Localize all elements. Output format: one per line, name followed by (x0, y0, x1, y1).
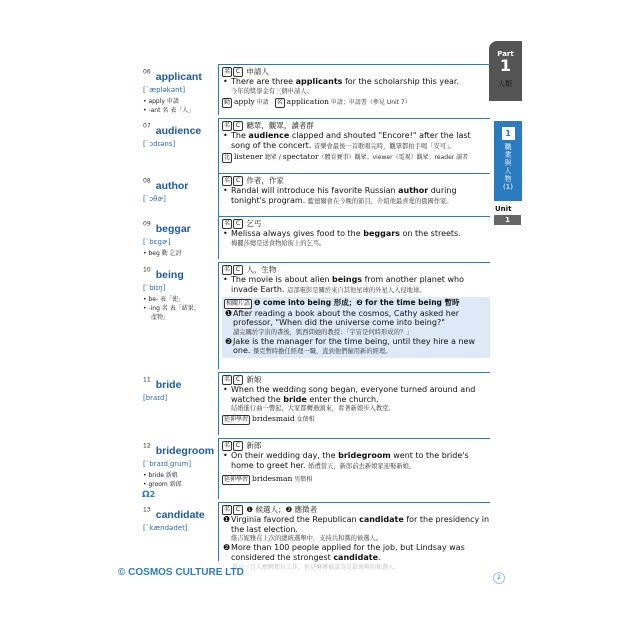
derivation-item: 產物」 (151, 314, 170, 321)
entry-number: 06 (143, 68, 151, 76)
derivation-item: • -ing 名 表「結果、 (143, 305, 200, 312)
headword: audience (155, 125, 202, 137)
derivation (143, 249, 191, 258)
countable-tag: C (233, 67, 243, 77)
example-chinese: 藍德爾會在今晚的節目，介紹他最喜愛的俄國作家。 (307, 197, 453, 205)
countable-tag: C (233, 121, 243, 131)
headword: author (155, 180, 189, 192)
part-topic: 人類 (498, 80, 512, 88)
example-english: Virginia favored the Republican candidate for the presidency in the last election. (231, 515, 490, 534)
headword: applicant (155, 71, 202, 83)
example (222, 229, 490, 248)
related-note: 動 apply 申請 名 application 申請；申請書（參見 Unit 7） (224, 96, 411, 106)
entry-bridegroom (218, 438, 490, 499)
noun-tag: 名 (223, 376, 230, 383)
part-of-speech (222, 264, 490, 275)
example (222, 77, 490, 96)
headword-bridegroom (143, 439, 214, 489)
related-note: 比 listener 聽眾 / spectator（體育賽事）觀眾；viewer（電視）觀眾；reader 讀者 (224, 151, 469, 161)
example-chinese: 婚禮當天，新郎前去新娘家迎娶新娘。 (308, 462, 416, 470)
headword-beggar (143, 217, 191, 258)
noun-tag: 名 (276, 98, 283, 106)
pronunciation: [ˋkændədet] (143, 524, 188, 532)
idiom-example (224, 309, 488, 337)
countable-tag: C (233, 176, 243, 186)
part-of-speech (222, 440, 490, 451)
headword: beggar (155, 223, 191, 235)
part-number: 1 (499, 56, 512, 75)
noun-tag: 名 (223, 442, 230, 449)
headword-being (143, 263, 200, 322)
idiom-title: 相關片語 ❶ come into being 形成；❷ for the time being 暫時 (226, 297, 460, 307)
headphones-icon: Ω (142, 490, 150, 500)
part-tab[interactable] (489, 41, 522, 101)
derivation-item: • be- 表「使」 (143, 296, 185, 303)
example-bullet: • (223, 186, 228, 195)
pronunciation: [braɪd] (143, 394, 168, 402)
definition: ❶ 候選人；❷ 應徵者 (246, 505, 318, 514)
countable-tag: C (233, 375, 243, 385)
entry-bride (218, 372, 490, 435)
entry-number: 07 (143, 122, 151, 130)
example-english: More than 100 people applied for the job, but Lindsay was considered the strongest candidate. (231, 543, 465, 562)
pronunciation: [ˋbɛgɚ] (143, 238, 171, 246)
derivation (143, 97, 202, 115)
pronunciation: [ˋbraɪd͵grum] (143, 460, 192, 468)
unit-label: Unit (495, 205, 512, 213)
idiom-tag: 相關片語 (226, 299, 251, 307)
idiom-example (224, 337, 488, 357)
example (222, 131, 490, 151)
part-label: Part (497, 50, 514, 58)
entry-applicant (218, 64, 490, 115)
example-chinese: 梅麗莎總是送食物給街上的乞丐。 (231, 239, 326, 247)
derivation-item: • bride 新娘 (143, 472, 178, 479)
extension-tag: 延伸學習 (224, 416, 249, 424)
example-bullet: ❷ (223, 543, 231, 553)
entry-number: 11 (143, 376, 151, 384)
chapter-title: 職業與人物(1) (503, 143, 513, 191)
chapter-tab[interactable] (494, 121, 522, 201)
derivation-item: • -ant 名 表「人」 (143, 107, 195, 114)
derivation (143, 471, 214, 489)
example-english: After reading a book about the cosmos, Cathy asked her professor, "When did the universe come into being?" (233, 308, 460, 328)
example-bullet: • (223, 131, 228, 140)
part-of-speech (222, 504, 490, 515)
example (222, 543, 490, 562)
noun-tag: 名 (223, 177, 230, 184)
definition: 作者，作家 (246, 176, 284, 185)
entry-number: 09 (143, 220, 151, 228)
derivation-item: • beg 動 乞討 (143, 250, 182, 257)
part-of-speech (222, 218, 490, 229)
definition: 乞丐 (246, 219, 262, 228)
noun-tag: 名 (223, 220, 230, 227)
example-bullet: • (223, 385, 228, 394)
pronunciation: [ˋɔdɪəns] (143, 140, 176, 148)
entry-number: 10 (143, 266, 151, 274)
noun-tag: 名 (223, 266, 230, 273)
audio-track[interactable] (142, 490, 155, 500)
pronunciation: [ˋæpləkənt] (143, 86, 186, 94)
chapter-number: 1 (502, 127, 515, 140)
idiom-box (222, 297, 490, 359)
extension-tag: 延伸學習 (224, 475, 249, 483)
example-chinese: 結婚進行曲一響起，大家都轉過頭來，看著新娘步入教堂。 (231, 405, 395, 413)
entry-beggar (218, 216, 490, 259)
track-number: 2 (149, 490, 156, 499)
example-bullet: ❶ (225, 308, 233, 318)
example-chinese: 音樂會最後一首歌唱完時，觀眾都拍手喝「安可」。 (313, 142, 456, 150)
definition: 人，生物 (246, 265, 277, 274)
example-chinese: 今年的獎學金有三個申請人。 (231, 87, 313, 95)
example-english: Jake is the manager for the time being, until they hire a new one. (233, 336, 475, 356)
entry-author (218, 173, 490, 216)
extension-note: 延伸學習 bridesmaid 女儐相 (224, 414, 315, 424)
example (222, 275, 490, 295)
extension-note: 延伸學習 bridesman 男儐相 (224, 473, 313, 483)
example-bullet: • (223, 451, 228, 460)
example (222, 515, 490, 543)
cut-off-translation: 我這一百人應聘那份工作，但是琳賽被認為是最強勢的候選人。 (232, 564, 401, 571)
example-chinese: 傑克暫時擔任經理一職，直到他們僱用新的經理。 (252, 348, 392, 356)
example-english: Melissa always gives food to the beggars on the streets. (231, 229, 461, 238)
example (222, 186, 490, 206)
example-chinese: 讀完關於宇宙的書後，凱西問她的教授：「宇宙是何時形成的？」 (233, 328, 413, 336)
compare-tag: 比 (224, 153, 231, 161)
example-english: Randal will introduce his favorite Russian author during tonight's program. 藍德爾會在今晚的節目，介紹他最喜愛的俄國作家。 (231, 186, 457, 205)
example-chinese: 這部電影是關於來自其他星球的外星人入侵地球。 (287, 286, 426, 294)
example-bullet: • (223, 229, 228, 238)
definition: 聽眾，觀眾，讀者群 (246, 121, 314, 130)
entry-candidate (218, 502, 490, 561)
countable-tag: C (233, 219, 243, 229)
pronunciation: [ˋɔθɚ] (143, 195, 166, 203)
part-of-speech (222, 66, 490, 77)
entry-being (218, 262, 490, 369)
part-of-speech (222, 175, 490, 186)
example-english: On their wedding day, the bridegroom went to the bride's home to greet her. 婚禮當天，新郎前去新娘家迎娶新娘。 (231, 451, 469, 470)
example (222, 385, 490, 413)
noun-tag: 名 (223, 122, 230, 129)
headword: bride (155, 379, 182, 391)
countable-tag: C (233, 441, 243, 451)
headword-applicant (143, 65, 202, 115)
headword-audience (143, 119, 201, 148)
example-english: There are three applicants for the scholarship this year. (231, 77, 460, 86)
example-english: When the wedding song began, everyone turned around and watched the bride enter the church. (231, 385, 476, 404)
headword: bridegroom (155, 445, 215, 457)
example-bullet: • (223, 275, 228, 284)
definition: 申請人 (246, 67, 269, 76)
countable-tag: C (233, 505, 243, 515)
noun-tag: 名 (223, 68, 230, 75)
part-of-speech (222, 374, 490, 385)
definition: 新郎 (246, 441, 262, 450)
unit-number[interactable]: 1 (494, 215, 521, 225)
part-of-speech (222, 120, 490, 131)
example-english: The audience clapped and shouted "Encore!" after the last song of the concert. 音樂會最後一首歌唱完時，觀眾都拍手喝「安可」。 (231, 131, 471, 150)
example-bullet: ❷ (225, 336, 233, 346)
derivation-item: • apply 申請 (143, 98, 179, 105)
example-english: The movie is about alien beings from another planet who invade Earth. 這部電影是關於來自其他星球的外星人入侵地球。 (231, 275, 464, 294)
headword-bride (143, 373, 181, 402)
headword: being (155, 269, 184, 281)
headword: candidate (155, 509, 205, 521)
headword-author (143, 174, 188, 203)
entry-number: 08 (143, 177, 151, 185)
entry-number: 13 (143, 506, 151, 514)
example (222, 451, 490, 471)
pronunciation: [ˋbiɪŋ] (143, 284, 166, 292)
page-number: 2 (493, 572, 505, 584)
definition: 新娘 (246, 375, 262, 384)
verb-tag: 動 (224, 98, 231, 106)
example-bullet: ❶ (223, 515, 231, 524)
derivation-item: • groom 新郎 (143, 481, 182, 488)
example-chinese: 維吉妮雅在上次的總統選舉中，支持共和黨的候選人。 (231, 535, 383, 543)
noun-tag: 名 (223, 506, 230, 513)
entry-number: 12 (143, 442, 151, 450)
entry-audience (218, 118, 490, 173)
headword-candidate (143, 503, 205, 532)
derivation (143, 295, 200, 322)
copyright-watermark: © COSMOS CULTURE LTD (118, 567, 244, 578)
countable-tag: C (233, 265, 243, 275)
example-bullet: • (223, 77, 228, 86)
